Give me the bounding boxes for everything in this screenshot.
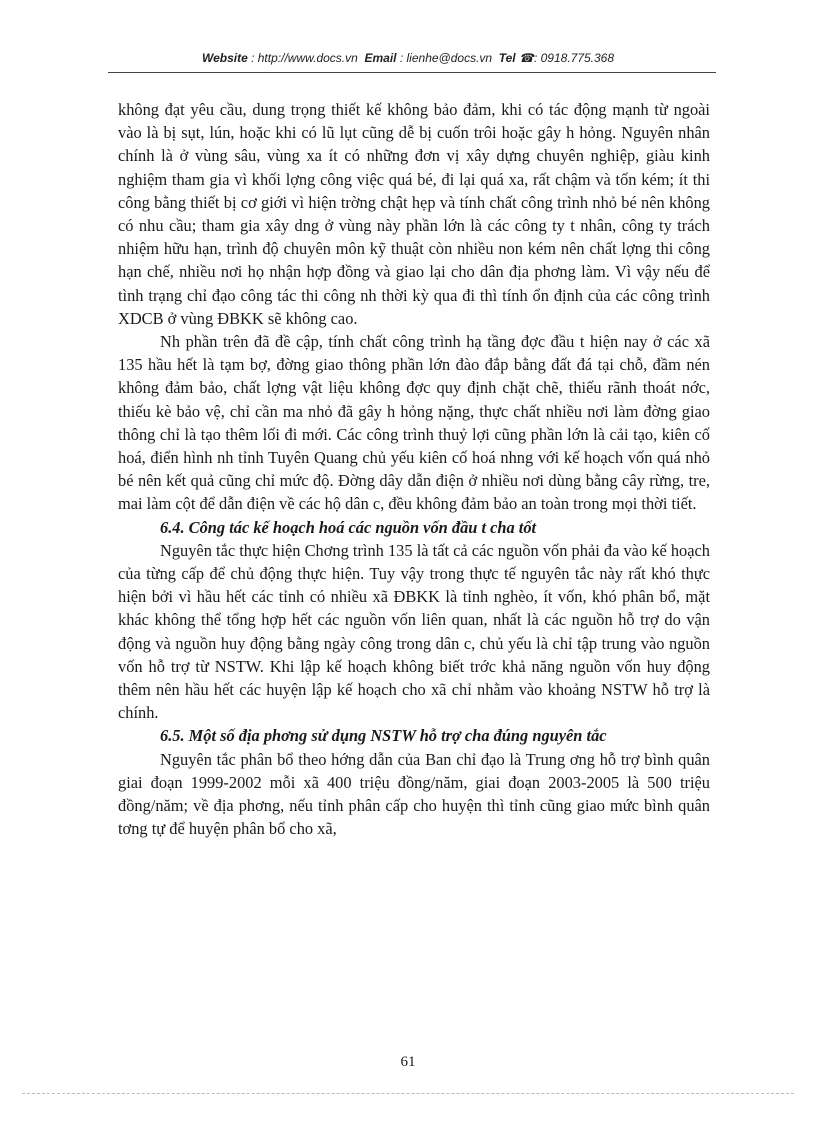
phone-icon: ☎ bbox=[519, 51, 534, 65]
website-value: : http://www.docs.vn bbox=[251, 51, 358, 65]
email-label: Email bbox=[364, 51, 397, 65]
section-heading-6-5: 6.5. Một số địa phơng sử dụng NSTW hỗ trợ cha đúng nguyên tắc bbox=[160, 726, 607, 746]
paragraph-allocation: Nguyên tắc phân bổ theo hớng dẫn của Ban chỉ đạo là Trung ơng hỗ trợ bình quân giai đoạn 1999-2002 mỗi xã 400 triệu đồng/năm, giai đoạn 2003-2005 là 500 triệu đồng/năm; về địa phơng, nếu tỉnh phân cấp cho huyện thì tỉnh cũng giao mức bình quân tơng tự để huyện phân bổ cho xã, bbox=[118, 749, 710, 839]
email-value: : lienhe@docs.vn bbox=[399, 51, 493, 65]
tel-label: Tel bbox=[498, 51, 516, 65]
header-divider bbox=[108, 72, 716, 73]
page-number: 61 bbox=[400, 1054, 416, 1070]
tel-value: : 0918.775.368 bbox=[533, 51, 615, 65]
paragraph-planning: Nguyên tắc thực hiện Chơng trình 135 là tất cả các nguồn vốn phải đa vào kế hoạch của từng cấp để chủ động thực hiện. Tuy vậy trong thực tế nguyên tắc này rất khó thực hiện bởi vì hầu hết các tỉnh có nhiều xã ĐBKK là tỉnh nghèo, ít vốn, khó phân bổ, mặt khác không thể tổng hợp hết các nguồn vốn liên quan, nhất là các nguồn hỗ trợ do vận động và nguồn huy động bằng ngày công trong dân c, chủ yếu là chỉ tập trung vào nguồn vốn hỗ trợ từ NSTW. Khi lập kế hoạch không biết trớc khả năng nguồn vốn huy động thêm nên hầu hết các huyện lập kế hoạch cho xã chỉ nhằm vào khoảng NSTW hỗ trợ là chính. bbox=[118, 540, 710, 723]
page-header bbox=[0, 51, 816, 65]
document-body bbox=[118, 98, 710, 841]
section-heading-6-4: 6.4. Công tác kế hoạch hoá các nguồn vốn đầu t cha tốt bbox=[160, 517, 537, 537]
paragraph-continuation: không đạt yêu cầu, dung trọng thiết kế không bảo đảm, khi có tác động mạnh từ ngoài vào là bị sụt, lún, hoặc khi có lũ lụt cũng dễ bị cuốn trôi hoặc gây h hỏng. Nguyên nhân chính là ở vùng sâu, vùng xa ít có những đơn vị xây dựng chuyên nghiệp, giàu kinh nghiệm tham gia vì khối lợng công việc quá bé, đi lại quá xa, rất chậm và tốn kém; ít thi công bằng thiết bị cơ giới vì hiện trờng chật hẹp và tính chất công trình nhỏ bé nên không có nhu cầu; tham gia xây dng ở vùng này phần lớn là các công ty t nhân, công ty trách nhiệm hữu hạn, trình độ chuyên môn kỹ thuật còn nhiều non kém nên chất lợng thi công hạn chế, nhiều nơi họ nhận hợp đồng và giao lại cho dân địa phơng làm. Vì vậy nếu để tình trạng chỉ đạo công tác thi công nh thời kỳ qua đi thì tính ổn định của các công trình XDCB ở vùng ĐBKK sẽ không cao. bbox=[118, 100, 710, 328]
website-label: Website bbox=[201, 51, 248, 65]
paragraph-infrastructure: Nh phần trên đã đề cập, tính chất công trình hạ tầng đợc đầu t hiện nay ở các xã 135 hầu hết là tạm bợ, đờng giao thông phần lớn đào đắp bằng đất đá tại chỗ, đầm nén không đảm bảo, chất lợng vật liệu không đợc quy định chặt chẽ, thiếu rãnh thoát nớc, thiếu kè bảo vệ, chỉ cần ma nhỏ đã gây h hỏng nặng, thực chất nhiều nơi làm đờng giao thông chỉ là tạo thêm lối đi mới. Các công trình thuỷ lợi cũng phần lớn là cải tạo, kiên cố hoá, điển hình nh tỉnh Tuyên Quang chủ yếu kiên cố hoá nhng với kế hoạch vốn quá nhỏ bé nên kết quả cũng chỉ mức độ. Đờng dây dẫn điện ở nhiều nơi dùng bằng cây rừng, tre, mai làm cột để dẫn điện về các hộ dân c, đều không đảm bảo an toàn trong mọi thời tiết. bbox=[118, 332, 710, 514]
footer-divider bbox=[22, 1093, 794, 1094]
